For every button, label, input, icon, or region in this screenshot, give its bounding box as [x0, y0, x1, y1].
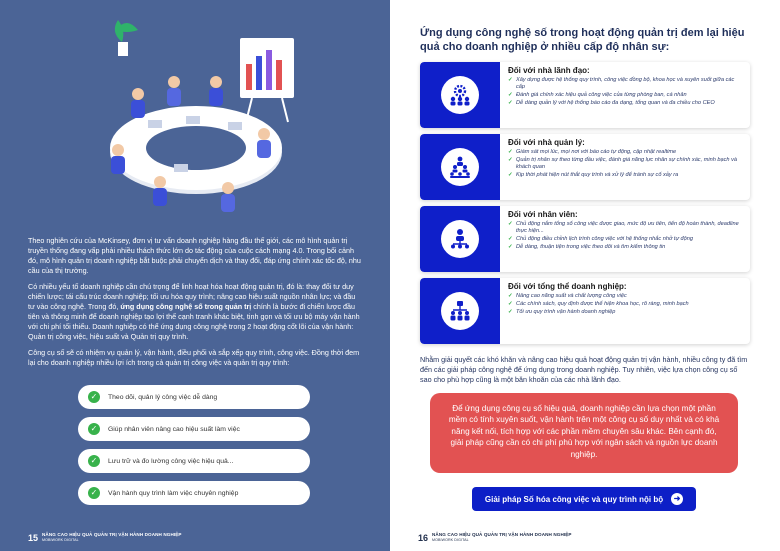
arrow-right-icon: ➜	[671, 493, 683, 505]
card-bullet: ✓ Đánh giá chính xác hiệu quả công việc của từng phòng ban, cá nhân	[508, 92, 742, 99]
solution-cta-button[interactable]	[472, 487, 696, 511]
card-heading: Đối với nhà lãnh đạo:	[508, 66, 590, 75]
card-heading: Đối với tổng thể doanh nghiệp:	[508, 282, 627, 291]
card-bullet: ✓ Nâng cao năng suất và chất lượng công việc	[508, 293, 742, 300]
check-icon: ✓	[88, 455, 100, 467]
card-bullet: ✓ Dễ dàng, thuận tiện trong việc theo dõi và tìm kiếm thông tin	[508, 244, 742, 251]
cta-label: Giải pháp Số hóa công việc và quy trình nội bộ	[484, 494, 664, 504]
card-bullet: ✓ Các chính sách, quy định được thể hiện khoa học, rõ ràng, minh bạch	[508, 301, 742, 308]
employee-network-icon	[448, 227, 472, 251]
highlight-box: Để ứng dụng công cụ số hiệu quả, doanh nghiệp cần lựa chọn một phần mềm có tính xuyên suốt, vận hành trên một công cụ số duy nhất và có khả năng kết nối, tích hợp với các phần mềm chuyên sâu khác. Bên cạnh đó, giải pháp cũng cần có chi phí phù hợp với ngân sách và nguồn lực doanh nghiệp.	[430, 393, 738, 473]
card-bullet: ✓ Chủ động điều chỉnh lịch trình công việc với hệ thống nhắc nhở tự động	[508, 236, 742, 243]
page-title: Ứng dụng công nghệ số trong hoạt động quản trị đem lại hiệu quả cho doanh nghiệp ở nhiều cấp độ nhân sự:	[420, 27, 745, 53]
right-page	[390, 0, 780, 551]
card-heading: Đối với nhà quản lý:	[508, 138, 585, 147]
card-bullet: ✓ Giám sát mọi lúc, mọi nơi với báo cáo tự động, cập nhật realtime	[508, 149, 742, 156]
organization-icon	[448, 299, 472, 323]
check-icon: ✓	[88, 423, 100, 435]
left-body-text	[28, 236, 364, 374]
checklist-item: ✓ Lưu trữ và đo lường công việc hiệu quả...	[78, 449, 310, 473]
gears-people-icon	[448, 83, 472, 107]
footer-title: NÂNG CAO HIỆU QUẢ QUẢN TRỊ VẬN HÀNH DOANH NGHIỆP MOBIWORK DIGITAL	[42, 532, 182, 542]
card-icon-box	[420, 134, 500, 200]
card-bullet: ✓ Chủ động nắm tổng số công việc được giao, mức độ ưu tiên, tiến độ hoàn thành, deadline thực hiện...	[508, 221, 742, 235]
highlight-phrase: ứng dụng công nghệ số trong quản trị	[120, 302, 252, 311]
page-number: 15	[28, 532, 39, 543]
intro-paragraph: Theo nghiên cứu của McKinsey, đơn vị tư vấn doanh nghiệp hàng đầu thế giới, các mô hình quản trị truyền thống đang vấp phải nhiều thách thức lớn do tác động của cuộc cách mạng 4.0. Trong bối cảnh đó, mô hình quản trị doanh nghiệp bắt buộc phải chuyển dịch và thay đổi, đáp ứng chính xác tốc độ, nhu cầu của thị trường.	[28, 236, 361, 275]
checklist-item: ✓ Giúp nhân viên nâng cao hiệu suất làm việc	[78, 417, 310, 441]
card-employee	[420, 206, 750, 272]
card-manager	[420, 134, 750, 200]
right-footer	[418, 532, 572, 543]
tools-paragraph: Công cụ số sẽ có nhiệm vụ quản lý, vận hành, điều phối và sắp xếp quy trình, công việc. Đồng thời đem lại cho doanh nghiệp nhiều lợi ích trong cả quản trị công việc và quản trị quy trình:	[28, 348, 360, 367]
solution-paragraph: Nhằm giải quyết các khó khăn và nâng cao hiệu quả hoạt động quản trị vận hành, nhiều công ty đã tìm đến các giải pháp công nghệ để ứng dụng trong doanh nghiệp. Tuy nhiên, việc lựa chọn công cụ số sao cho phù hợp cũng là một băn khoăn của các nhà lãnh đạo.	[420, 355, 748, 384]
page-number: 16	[418, 532, 429, 543]
card-icon-box	[420, 278, 500, 344]
card-bullet: ✓ Kịp thời phát hiện nút thắt quy trình và xử lý để tránh sự cố xảy ra	[508, 172, 742, 179]
left-footer	[28, 532, 182, 543]
footer-brand: MOBIWORK DIGITAL	[42, 537, 79, 542]
footer-brand: MOBIWORK DIGITAL	[432, 537, 469, 542]
card-bullet: ✓ Tối ưu quy trình vận hành doanh nghiệp	[508, 309, 742, 316]
benefit-checklist	[78, 385, 310, 513]
checklist-item: ✓ Vận hành quy trình làm việc chuyên nghiệp	[78, 481, 310, 505]
factors-paragraph: Có nhiều yếu tố doanh nghiệp cần chú trọng để linh hoạt hóa hoạt động quản trị, đó là: thay đổi tư duy chiến lược; tái cấu trúc doanh nghiệp; tối ưu hóa quy trình; nâng cao hiệu suất nguồn nhân lực; và đầu tư vào công nghệ. Trong đó, ứng dụng công nghệ số trong quản trị chính là bước đi chiến lược đầu tiên và thông minh để doanh nghiệp tạo lợi thế cạnh tranh khác biệt, tinh gọn và tối ưu bộ máy vận hành với chi phí tối thiểu. Doanh nghiệp có thể ứng dụng công nghệ trong 2 hoạt động cốt lõi của vận hành: Quản trị công việc, hiệu suất và Quản trị quy trình.	[28, 282, 360, 341]
card-bullet: ✓ Quản trị nhân sự theo từng đầu việc, đánh giá năng lực nhân sự chính xác, minh bạch và khách quan	[508, 157, 742, 171]
card-enterprise	[420, 278, 750, 344]
meeting-illustration	[78, 12, 318, 222]
footer-title: NÂNG CAO HIỆU QUẢ QUẢN TRỊ VẬN HÀNH DOANH NGHIỆP MOBIWORK DIGITAL	[432, 532, 572, 542]
team-hierarchy-icon	[448, 155, 472, 179]
card-icon-box	[420, 62, 500, 128]
card-icon-box	[420, 206, 500, 272]
card-leader	[420, 62, 750, 128]
checklist-item: ✓ Theo dõi, quản lý công việc dễ dàng	[78, 385, 310, 409]
card-bullet: ✓ Dễ dàng quản lý với hệ thống báo cáo đa dạng, tổng quan và đa chiều cho CEO	[508, 100, 742, 107]
card-heading: Đối với nhân viên:	[508, 210, 578, 219]
level-cards	[420, 62, 750, 350]
card-bullet: ✓ Xây dựng được hệ thống quy trình, công việc đồng bộ, khoa học và xuyên suốt giữa các cấp	[508, 77, 742, 91]
check-icon: ✓	[88, 487, 100, 499]
check-icon: ✓	[88, 391, 100, 403]
